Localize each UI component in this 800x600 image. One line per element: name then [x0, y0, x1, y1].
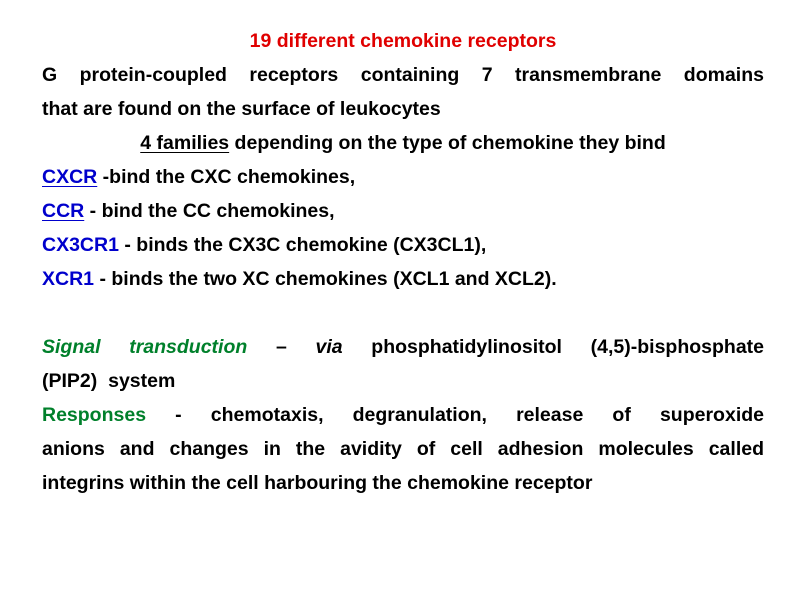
families-text: depending on the type of chemokine they bind	[229, 132, 666, 154]
receptor-desc-ccr: - bind the CC chemokines,	[84, 200, 335, 222]
families-label: 4 families	[140, 132, 230, 154]
responses-line-3: integrins within the cell harbouring the chemokine receptor	[42, 472, 593, 494]
slide-title: 19 different chemokine receptors	[249, 30, 557, 52]
blank-line	[42, 296, 764, 330]
intro-line-1: G protein-coupled receptors containing 7 transmembrane domains	[42, 64, 764, 86]
responses-label: Responses	[42, 404, 147, 426]
intro-line-2: that are found on the surface of leukocytes	[42, 98, 441, 120]
receptor-name-cxcr[interactable]: CXCR	[42, 166, 98, 188]
signal-via: via	[315, 336, 343, 358]
signal-dash: –	[247, 336, 316, 358]
receptor-name-xcr1: XCR1	[42, 268, 95, 290]
families-line	[42, 126, 764, 160]
responses-line-1	[42, 398, 764, 432]
responses-text: - chemotaxis, degranulation, release of superoxide	[146, 404, 764, 426]
receptor-ccr	[42, 194, 764, 228]
signal-line-2: (PIP2) system	[42, 370, 176, 392]
receptor-desc-cx3cr1: - binds the CX3C chemokine (CX3CL1),	[118, 234, 487, 256]
responses-line-2: anions and changes in the avidity of cell adhesion molecules called	[42, 438, 764, 460]
signal-line-1	[42, 330, 764, 364]
receptor-xcr1	[42, 262, 764, 296]
receptor-cxcr	[42, 160, 764, 194]
slide-content	[42, 24, 764, 500]
receptor-cx3cr1	[42, 228, 764, 262]
signal-text: phosphatidylinositol (4,5)-bisphosphate	[342, 336, 765, 358]
receptor-name-ccr[interactable]: CCR	[42, 200, 85, 222]
signal-label: Signal transduction	[42, 336, 248, 358]
receptor-desc-xcr1: - binds the two XC chemokines (XCL1 and XCL2).	[94, 268, 557, 290]
receptor-name-cx3cr1: CX3CR1	[42, 234, 119, 256]
receptor-desc-cxcr: -bind the CXC chemokines,	[97, 166, 356, 188]
